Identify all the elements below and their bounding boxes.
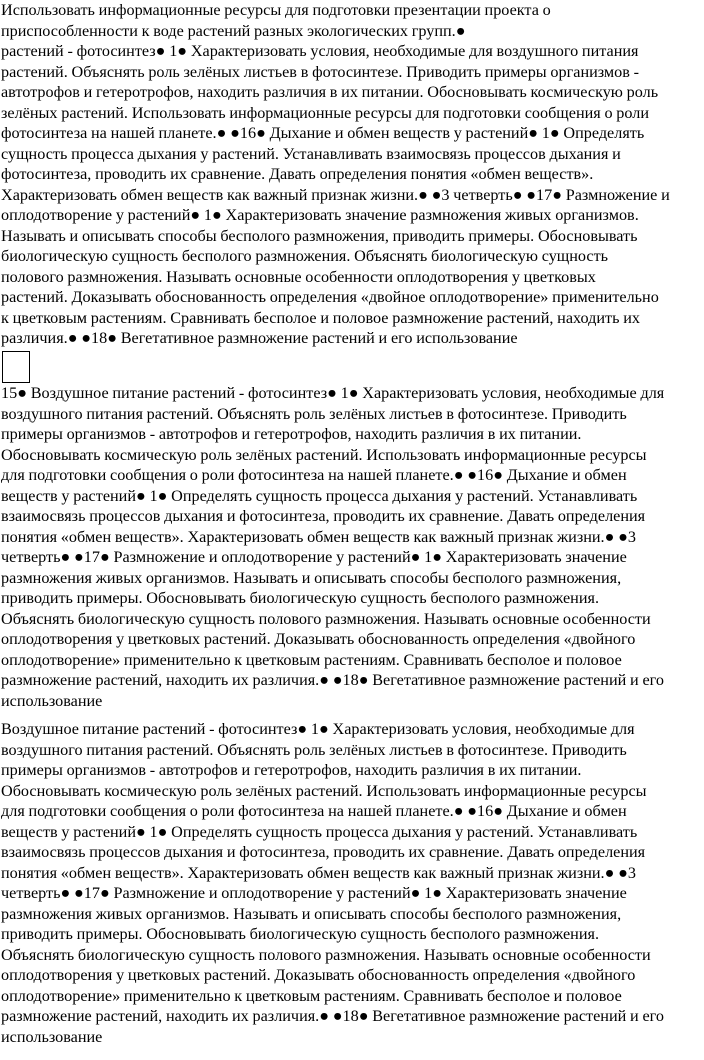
- text-block-1: Использовать информационные ресурсы для подготовки презентации проекта о приспособленности к воде растений разных экологических групп.● растений - фотосинтез● 1● Характеризовать условия, необходимые для воздушного питания растений. Объяснять роль зелёных листьев в фотосинтезе. Приводить примеры организмов - автотрофов и гетеротрофов, находить различия в их питании. Обосновывать космическую роль зелёных растений. Использовать информационные ресурсы для подготовки сообщения о роли фотосинтеза на нашей планете.● ●16● Дыхание и обмен веществ у растений● 1● Определять сущность процесса дыхания у растений. Устанавливать взаимосвязь процессов дыхания и фотосинтеза, проводить их сравнение. Давать определения понятия «обмен веществ». Характеризовать обмен веществ как важный признак жизни.● ●3 четверть● ●17● Размножение и оплодотворение у растений● 1● Характеризовать значение размножения живых организмов. Называть и описывать способы бесполого размножения, приводить примеры. Обосновывать биологическую сущность бесполого размножения. Объяснять биологическую сущность полового размножения. Называть основные особенности оплодотворения у цветковых растений. Доказывать обоснованность определения «двойное оплодотворение» применительно к цветковым растениям. Сравнивать бесполое и половое размножение растений, находить их различия.● ●18● Вегетативное размножение растений и его использование: [1, 1, 670, 347]
- text-block-3: Воздушное питание растений - фотосинтез● 1● Характеризовать условия, необходимые для воздушного питания растений. Объяснять роль зелёных листьев в фотосинтезе. Приводить примеры организмов - автотрофов и гетеротрофов, находить различия в их питании. Обосновывать космическую роль зелёных растений. Использовать информационные ресурсы для подготовки сообщения о роли фотосинтеза на нашей планете.● ●16● Дыхание и обмен веществ у растений● 1● Определять сущность процесса дыхания у растений. Устанавливать взаимосвязь процессов дыхания и фотосинтеза, проводить их сравнение. Давать определения понятия «обмен веществ». Характеризовать обмен веществ как важный признак жизни.● ●3 четверть● ●17● Размножение и оплодотворение у растений● 1● Характеризовать значение размножения живых организмов. Называть и описывать способы бесполого размножения, приводить примеры. Обосновывать биологическую сущность бесполого размножения. Объяснять биологическую сущность полового размножения. Называть основные особенности оплодотворения у цветковых растений. Доказывать обоснованность определения «двойного оплодотворение» применительно к цветковым растениям. Сравнивать бесполое и половое размножение растений, находить их различия.● ●18● Вегетативное размножение растений и его использование: [1, 720, 664, 1046]
- text-block-2: 15● Воздушное питание растений - фотосинтез● 1● Характеризовать условия, необходимые для воздушного питания растений. Объяснять роль зелёных листьев в фотосинтезе. Приводить примеры организмов - автотрофов и гетеротрофов, находить различия в их питании. Обосновывать космическую роль зелёных растений. Использовать информационные ресурсы для подготовки сообщения о роли фотосинтеза на нашей планете.● ●16● Дыхание и обмен веществ у растений● 1● Определять сущность процесса дыхания у растений. Устанавливать взаимосвязь процессов дыхания и фотосинтеза, проводить их сравнение. Давать определения понятия «обмен веществ». Характеризовать обмен веществ как важный признак жизни.● ●3 четверть● ●17● Размножение и оплодотворение у растений● 1● Характеризовать значение размножения живых организмов. Называть и описывать способы бесполого размножения, приводить примеры. Обосновывать биологическую сущность бесполого размножения. Объяснять биологическую сущность полового размножения. Называть основные особенности оплодотворения у цветковых растений. Доказывать обоснованность определения «двойного оплодотворение» применительно к цветковым растениям. Сравнивать бесполое и половое размножение растений, находить их различия.● ●18● Вегетативное размножение растений и его использование: [1, 384, 665, 710]
- empty-checkbox[interactable]: [2, 351, 30, 383]
